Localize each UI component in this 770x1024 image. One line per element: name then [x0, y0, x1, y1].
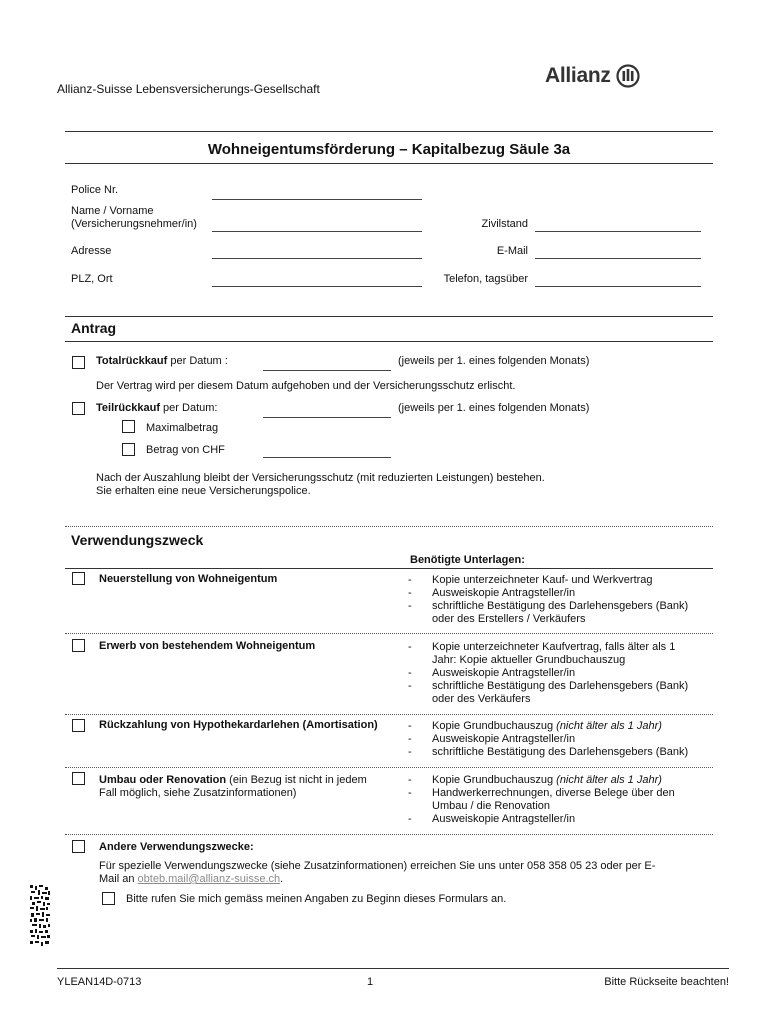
- antrag-info-line1: Nach der Auszahlung bleibt der Versicherungsschutz (mit reduzierten Leistungen) bestehen.: [96, 472, 545, 484]
- teilrueckkauf-checkbox[interactable]: [72, 402, 85, 415]
- maximalbetrag-label: Maximalbetrag: [146, 422, 219, 434]
- totalrueckkauf-label: Totalrückkauf per Datum :: [96, 355, 228, 367]
- andere-label: Andere Verwendungszwecke:: [99, 841, 254, 853]
- contact-request-checkbox[interactable]: [102, 892, 115, 905]
- totalrueckkauf-date-input[interactable]: [263, 370, 391, 371]
- verwendung-top-rule: [65, 526, 713, 527]
- document-item: Kopie Grundbuchauszug (nicht älter als 1 Jahr): [432, 774, 662, 786]
- back-side-note: Bitte Rückseite beachten!: [604, 976, 729, 988]
- teilrueckkauf-note: (jeweils per 1. eines folgenden Monats): [398, 402, 590, 414]
- document-item: Kopie unterzeichneter Kaufvertrag, falls älter als 1: [432, 641, 676, 653]
- dash: -: [408, 641, 412, 653]
- form-code: YLEAN14D-0713: [57, 976, 142, 988]
- document-item: Kopie unterzeichneter Kauf- und Werkvertrag: [432, 574, 653, 586]
- email-label: E-Mail: [496, 245, 528, 257]
- contact-request-label: Bitte rufen Sie mich gemäss meinen Angaben zu Beginn dieses Formulars an.: [126, 893, 507, 905]
- maximalbetrag-checkbox[interactable]: [122, 420, 135, 433]
- title-bottom-rule: [65, 163, 713, 164]
- plz-input[interactable]: [212, 286, 422, 287]
- title-top-rule: [65, 131, 713, 132]
- dash: -: [408, 680, 412, 692]
- document-item: schriftliche Bestätigung des Darlehensgebers (Bank): [432, 746, 689, 758]
- zivilstand-label: Zivilstand: [481, 218, 528, 230]
- umbau-label-line2: Fall möglich, siehe Zusatzinformationen): [99, 787, 297, 799]
- andere-text-line1: Für spezielle Verwendungszwecke (siehe Zusatzinformationen) erreichen Sie uns unter 058 358 05 23 oder per E-: [99, 860, 656, 872]
- totalrueckkauf-info: Der Vertrag wird per diesem Datum aufgehoben und der Versicherungsschutz erlischt.: [96, 380, 516, 392]
- row-divider: [65, 767, 713, 768]
- document-item: Ausweiskopie Antragsteller/in: [432, 587, 576, 599]
- document-item: Ausweiskopie Antragsteller/in: [432, 733, 576, 745]
- barcode-icon: [30, 885, 50, 947]
- teilrueckkauf-date-input[interactable]: [263, 417, 391, 418]
- neuerstellung-label: Neuerstellung von Wohneigentum: [99, 573, 278, 585]
- plz-label: PLZ, Ort: [71, 273, 113, 285]
- erwerb-checkbox[interactable]: [72, 639, 85, 652]
- dash: -: [408, 774, 412, 786]
- umbau-label: Umbau oder Renovation (ein Bezug ist nicht in jedem: [99, 774, 367, 786]
- adresse-label: Adresse: [71, 245, 112, 257]
- dash: -: [408, 600, 412, 612]
- telefon-input[interactable]: [535, 286, 701, 287]
- allianz-logo: [545, 64, 640, 88]
- document-item: Ausweiskopie Antragsteller/in: [432, 813, 576, 825]
- docs-header-rule: [65, 568, 713, 569]
- email-input[interactable]: [535, 258, 701, 259]
- page-number: 1: [367, 976, 374, 988]
- dash: -: [408, 574, 412, 586]
- antrag-info-line2: Sie erhalten eine neue Versicherungspolice.: [96, 485, 311, 497]
- docs-header: Benötigte Unterlagen:: [410, 554, 525, 566]
- dash: -: [408, 746, 412, 758]
- dash: -: [408, 667, 412, 679]
- zivilstand-input[interactable]: [535, 231, 701, 232]
- company-name: Allianz-Suisse Lebensversicherungs-Gesellschaft: [57, 82, 320, 96]
- betrag-checkbox[interactable]: [122, 443, 135, 456]
- allianz-eagle-icon: [616, 64, 640, 88]
- rueckzahlung-checkbox[interactable]: [72, 719, 85, 732]
- teilrueckkauf-label: Teilrückkauf per Datum:: [96, 402, 218, 414]
- name-label-line2: (Versicherungsnehmer/in): [71, 218, 197, 230]
- andere-text-line2: Mail an obteb.mail@allianz-suisse.ch.: [99, 873, 284, 885]
- totalrueckkauf-note: (jeweils per 1. eines folgenden Monats): [398, 355, 590, 367]
- dash: -: [408, 720, 412, 732]
- verwendung-heading: Verwendungszweck: [71, 532, 204, 548]
- row-divider: [65, 834, 713, 835]
- document-item: oder des Verkäufers: [432, 693, 531, 705]
- document-item: Ausweiskopie Antragsteller/in: [432, 667, 576, 679]
- dash: -: [408, 733, 412, 745]
- footer-rule: [57, 968, 729, 969]
- neuerstellung-checkbox[interactable]: [72, 572, 85, 585]
- andere-checkbox[interactable]: [72, 840, 85, 853]
- document-item: schriftliche Bestätigung des Darlehensgebers (Bank): [432, 600, 689, 612]
- form-title: Wohneigentumsförderung – Kapitalbezug Säule 3a: [207, 141, 571, 158]
- row-divider: [65, 714, 713, 715]
- document-item: oder des Erstellers / Verkäufers: [432, 613, 586, 625]
- rueckzahlung-label: Rückzahlung von Hypothekardarlehen (Amortisation): [99, 719, 378, 731]
- dash: -: [408, 787, 412, 799]
- name-label-line1: Name / Vorname: [71, 205, 154, 217]
- antrag-bottom-rule: [65, 341, 713, 342]
- document-item: Jahr: Kopie aktueller Grundbuchauszug: [432, 654, 626, 666]
- document-item: Umbau / die Renovation: [432, 800, 551, 812]
- umbau-checkbox[interactable]: [72, 772, 85, 785]
- document-item: schriftliche Bestätigung des Darlehensgebers (Bank): [432, 680, 689, 692]
- logo-text: Allianz: [545, 64, 611, 87]
- document-item: Handwerkerrechnungen, diverse Belege über den: [432, 787, 675, 799]
- police-input[interactable]: [212, 199, 422, 200]
- dash: -: [408, 813, 412, 825]
- telefon-label: Telefon, tagsüber: [443, 273, 528, 285]
- email-link[interactable]: obteb.mail@allianz-suisse.ch: [137, 873, 281, 885]
- police-label: Police Nr.: [71, 184, 119, 196]
- name-input[interactable]: [212, 231, 422, 232]
- betrag-label: Betrag von CHF: [146, 444, 225, 456]
- dash: -: [408, 587, 412, 599]
- antrag-top-rule: [65, 316, 713, 317]
- row-divider: [65, 633, 713, 634]
- document-item: Kopie Grundbuchauszug (nicht älter als 1 Jahr): [432, 720, 662, 732]
- totalrueckkauf-checkbox[interactable]: [72, 356, 85, 369]
- adresse-input[interactable]: [212, 258, 422, 259]
- antrag-heading: Antrag: [71, 320, 117, 336]
- betrag-input[interactable]: [263, 457, 391, 458]
- erwerb-label: Erwerb von bestehendem Wohneigentum: [99, 640, 316, 652]
